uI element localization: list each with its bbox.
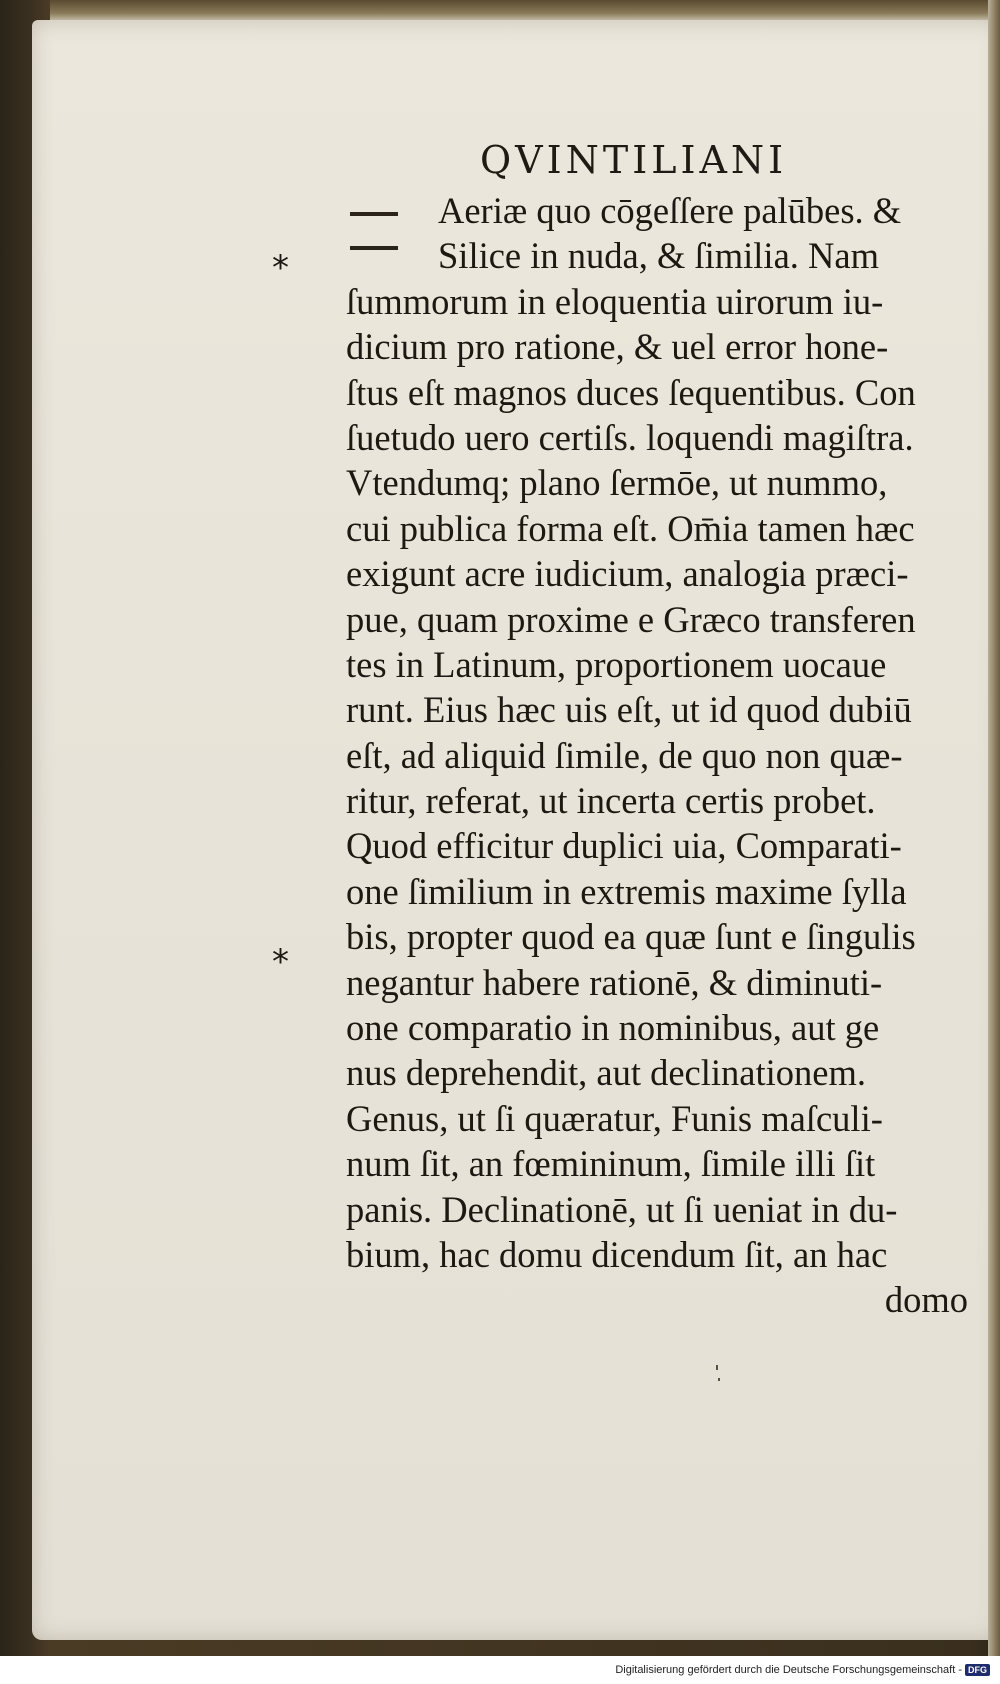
text-line: Vtendumq; plano ſermōe, ut nummo, (346, 462, 888, 504)
text-line: ſtus eſt magnos duces ſequentibus. Con (346, 371, 916, 413)
credit-text: Digitalisierung gefördert durch die Deutsche Forschungsgemeinschaft - (615, 1664, 962, 1676)
text-line: tes in Latinum, proportionem uocaue (346, 643, 887, 685)
paper-speck (716, 1365, 718, 1370)
running-header: QVINTILIANI (480, 138, 788, 182)
text-line: negantur habere rationē, & diminuti- (346, 961, 883, 1003)
text-line: ritur, referat, ut incerta certis probet. (346, 780, 876, 822)
margin-star: * (272, 942, 289, 982)
text-line: one comparatio in nominibus, aut ge (346, 1007, 880, 1049)
digitization-credit (615, 1664, 990, 1676)
text-line: exigunt acre iudicium, analogia præci- (346, 553, 909, 595)
text-line: ſuetudo uero certiſs. loquendi magiſtra. (346, 416, 914, 458)
text-line: bium, hac domu dicendum ſit, an hac (346, 1233, 888, 1275)
text-line: Genus, ut ſi quæratur, Funis maſculi- (346, 1097, 883, 1139)
text-line: nus deprehendit, aut declinationem. (346, 1052, 866, 1094)
text-line: dicium pro ratione, & uel error hone- (346, 326, 889, 368)
page-right-edge (988, 0, 1000, 1656)
text-line: bis, propter quod ea quæ ſunt e ſingulis (346, 916, 916, 958)
text-line: one ſimilium in extremis maxime ſylla (346, 870, 907, 912)
page-top-edge (50, 0, 1000, 22)
catchword: domo (884, 1279, 968, 1321)
text-line: pue, quam proxime e Græco transferen (346, 598, 916, 640)
paper-speck (718, 1378, 720, 1381)
text-line: cui publica forma eſt. Om̄ia tamen hæc (346, 507, 915, 549)
text-line: Quod efficitur duplici uia, Comparati- (346, 825, 902, 867)
text-line: ſummorum in eloquentia uirorum iu- (346, 280, 884, 322)
text-line: Aeriæ quo cōgeſſere palūbes. & (438, 190, 902, 231)
text-line: runt. Eius hæc uis eſt, ut id quod dubiū (346, 689, 912, 731)
text-line: eſt, ad aliquid ſimile, de quo non quæ- (346, 734, 903, 776)
margin-star: * (272, 248, 289, 288)
text-line: Silice in nuda, & ſimilia. Nam (438, 235, 879, 277)
text-line: panis. Declinationē, ut ſi ueniat in du- (346, 1188, 898, 1230)
dfg-logo: DFG (965, 1664, 990, 1676)
body-text (346, 188, 978, 1323)
text-line: num ſit, an fœmininum, ſimile illi ſit (346, 1143, 876, 1185)
